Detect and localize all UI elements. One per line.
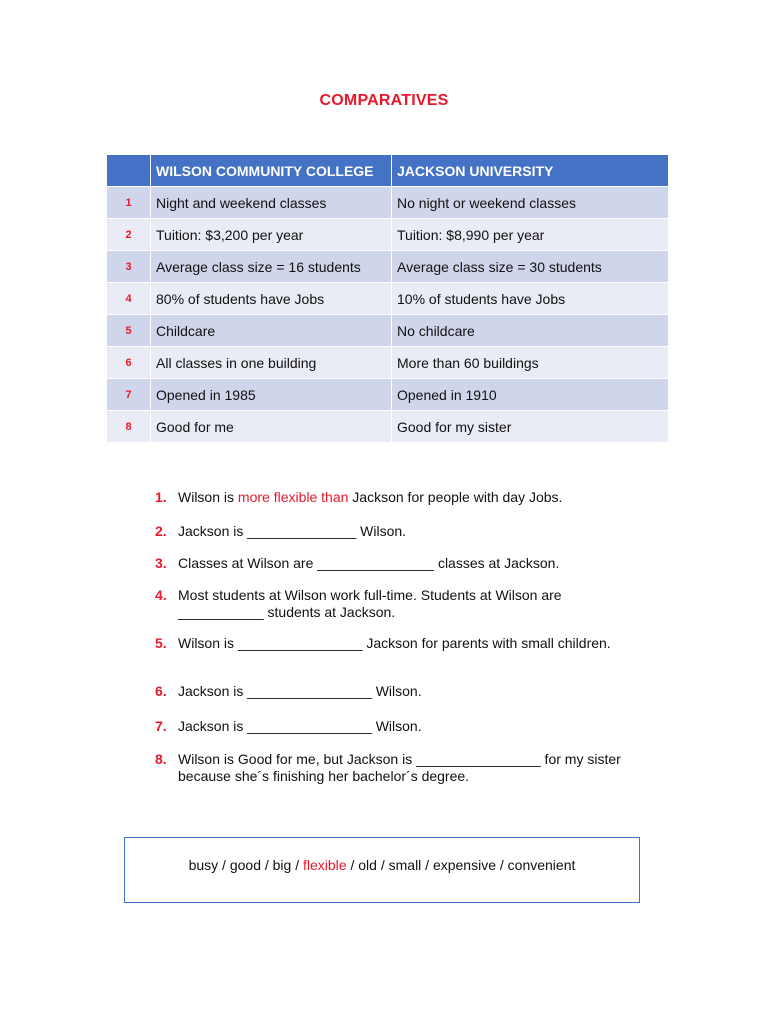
table-row xyxy=(107,347,669,379)
exercise-number: 2. xyxy=(155,523,167,539)
word-bank-after: / old / small / expensive / convenient xyxy=(346,857,576,873)
wilson-cell: Tuition: $3,200 per year xyxy=(151,219,392,251)
exercise-item xyxy=(155,718,625,735)
exercise-text: Jackson is ________________ Wilson. xyxy=(178,718,422,734)
exercise-number: 1. xyxy=(155,489,167,505)
header-num xyxy=(107,155,151,187)
exercise-number: 8. xyxy=(155,751,167,767)
jackson-cell: Tuition: $8,990 per year xyxy=(392,219,669,251)
exercise-item xyxy=(155,587,625,621)
exercise-text: Most students at Wilson work full-time. Students at Wilson are ___________ students at Jackson. xyxy=(178,587,562,620)
jackson-cell: More than 60 buildings xyxy=(392,347,669,379)
comparison-table xyxy=(107,155,669,443)
exercise-item xyxy=(155,489,625,506)
exercise-text: Wilson is ________________ Jackson for parents with small children. xyxy=(178,635,611,651)
header-wilson: WILSON COMMUNITY COLLEGE xyxy=(151,155,392,187)
exercise-number: 3. xyxy=(155,555,167,571)
wilson-cell: Childcare xyxy=(151,315,392,347)
exercise-item xyxy=(155,555,625,572)
wilson-cell: Average class size = 16 students xyxy=(151,251,392,283)
word-bank xyxy=(124,837,640,903)
exercise-text: Classes at Wilson are _______________ classes at Jackson. xyxy=(178,555,560,571)
jackson-cell: 10% of students have Jobs xyxy=(392,283,669,315)
example-answer: more flexible than xyxy=(237,489,349,505)
exercise-number: 6. xyxy=(155,683,167,699)
exercise-text: Wilson is Good for me, but Jackson is ________________ for my sister because she´s finishing her bachelor´s degree. xyxy=(178,751,621,784)
row-number: 5 xyxy=(107,315,151,347)
table-row xyxy=(107,219,669,251)
wilson-cell: All classes in one building xyxy=(151,347,392,379)
worksheet-title: COMPARATIVES xyxy=(319,92,449,109)
wilson-cell: Night and weekend classes xyxy=(151,187,392,219)
row-number: 1 xyxy=(107,187,151,219)
exercise-item xyxy=(155,751,625,785)
row-number: 6 xyxy=(107,347,151,379)
jackson-cell: Opened in 1910 xyxy=(392,379,669,411)
row-number: 4 xyxy=(107,283,151,315)
row-number: 2 xyxy=(107,219,151,251)
jackson-cell: Good for my sister xyxy=(392,411,669,443)
wilson-cell: 80% of students have Jobs xyxy=(151,283,392,315)
word-bank-highlight: flexible xyxy=(303,857,347,873)
table-row xyxy=(107,315,669,347)
exercise-number: 7. xyxy=(155,718,167,734)
row-number: 7 xyxy=(107,379,151,411)
exercise-number: 5. xyxy=(155,635,167,651)
table-row xyxy=(107,379,669,411)
table-row xyxy=(107,187,669,219)
header-jackson: JACKSON UNIVERSITY xyxy=(392,155,669,187)
table-header-row xyxy=(107,155,669,187)
exercise-text-before: Wilson is xyxy=(178,489,238,505)
table-row xyxy=(107,411,669,443)
exercise-text-after: Jackson for people with day Jobs. xyxy=(348,489,563,505)
jackson-cell: Average class size = 30 students xyxy=(392,251,669,283)
exercise-number: 4. xyxy=(155,587,167,603)
exercise-text: Jackson is ________________ Wilson. xyxy=(178,683,422,699)
word-bank-before: busy / good / big / xyxy=(188,857,303,873)
table-row xyxy=(107,283,669,315)
exercise-item xyxy=(155,635,625,652)
exercise-item xyxy=(155,523,625,540)
wilson-cell: Good for me xyxy=(151,411,392,443)
jackson-cell: No night or weekend classes xyxy=(392,187,669,219)
exercise-text xyxy=(178,489,625,506)
jackson-cell: No childcare xyxy=(392,315,669,347)
table-row xyxy=(107,251,669,283)
exercise-text: Jackson is ______________ Wilson. xyxy=(178,523,407,539)
wilson-cell: Opened in 1985 xyxy=(151,379,392,411)
exercise-item xyxy=(155,683,625,700)
row-number: 8 xyxy=(107,411,151,443)
row-number: 3 xyxy=(107,251,151,283)
